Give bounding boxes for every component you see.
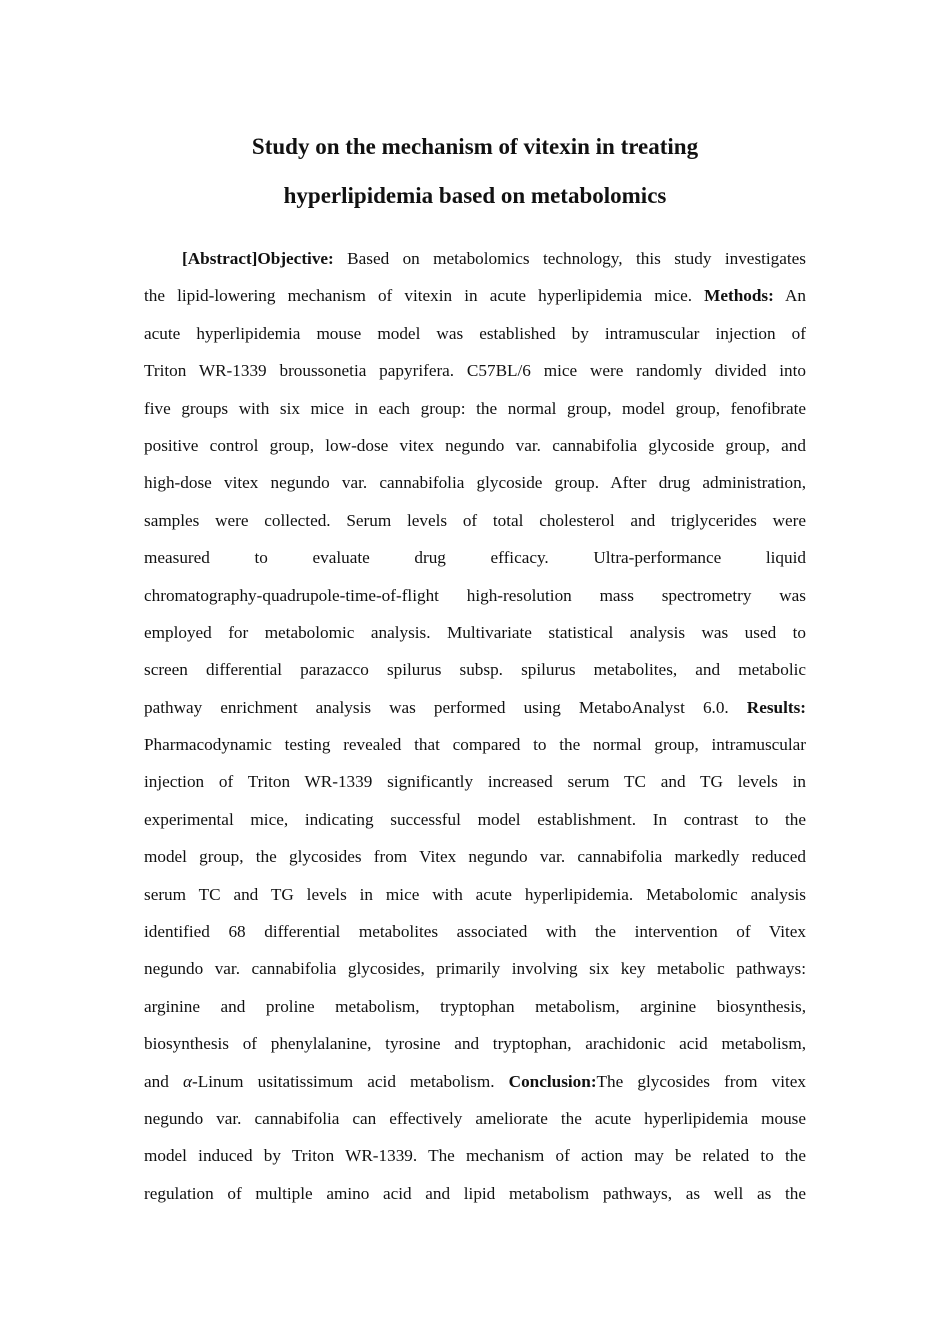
abstract-line: screen differential parazacco spilurus subsp. spilurus metabolites, and metabolic [144,660,806,680]
alpha-symbol: α [182,1071,192,1091]
abstract-line: injection of Triton WR-1339 significantly increased serum TC and TG levels in [144,772,806,792]
abstract-line: and α-Linum usitatissimum acid metabolism. Conclusion:The glycosides from vitex [144,1071,806,1091]
abstract-line: pathway enrichment analysis was performed using MetaboAnalyst 6.0. Results: [144,697,806,717]
conclusion-label: Conclusion: [508,1071,597,1091]
abstract-line: Pharmacodynamic testing revealed that compared to the normal group, intramuscular [144,735,806,755]
abstract-line: measured to evaluate drug efficacy. Ultra-performance liquid [144,548,806,568]
abstract-line: arginine and proline metabolism, tryptophan metabolism, arginine biosynthesis, [144,996,806,1016]
abstract-line: model group, the glycosides from Vitex negundo var. cannabifolia markedly reduced [144,847,806,867]
abstract-line: model induced by Triton WR-1339. The mechanism of action may be related to the [144,1146,806,1166]
abstract-line: [Abstract]Objective: Based on metabolomics technology, this study investigates [182,249,806,268]
abstract-line: biosynthesis of phenylalanine, tyrosine and tryptophan, arachidonic acid metabolism, [144,1034,806,1054]
abstract-line: identified 68 differential metabolites associated with the intervention of Vitex [144,922,806,942]
abstract-line: negundo var. cannabifolia can effectively ameliorate the acute hyperlipidemia mouse [144,1108,806,1128]
abstract-line: five groups with six mice in each group: the normal group, model group, fenofibrate [144,398,806,418]
abstract-line: regulation of multiple amino acid and lipid metabolism pathways, as well as the [144,1183,806,1203]
title-line-1: Study on the mechanism of vitexin in treating [251,134,699,159]
abstract-line: acute hyperlipidemia mouse model was established by intramuscular injection of [144,323,806,343]
abstract-label: [Abstract]Objective: [182,249,334,268]
abstract-line: high-dose vitex negundo var. cannabifolia glycoside group. After drug administration, [144,473,806,493]
methods-label: Methods: [704,286,774,306]
abstract-line: serum TC and TG levels in mice with acute hyperlipidemia. Metabolomic analysis [144,884,806,904]
abstract-line: experimental mice, indicating successful model establishment. In contrast to the [144,809,806,829]
abstract-line: chromatography-quadrupole-time-of-flight high-resolution mass spectrometry was [144,585,806,605]
abstract-line: negundo var. cannabifolia glycosides, primarily involving six key metabolic pathways: [144,959,806,979]
abstract-line: the lipid-lowering mechanism of vitexin in acute hyperlipidemia mice. Methods: An [144,286,807,306]
abstract-line: positive control group, low-dose vitex negundo var. cannabifolia glycoside group, and [144,435,806,455]
title-line-2: hyperlipidemia based on metabolomics [283,183,667,208]
abstract-line: employed for metabolomic analysis. Multivariate statistical analysis was used to [144,622,806,642]
abstract-line: samples were collected. Serum levels of total cholesterol and triglycerides were [144,510,806,530]
abstract-line: Triton WR-1339 broussonetia papyrifera. C57BL/6 mice were randomly divided into [144,361,806,381]
results-label: Results: [746,697,806,717]
abstract-body [144,240,806,1212]
paper-title [0,122,950,220]
